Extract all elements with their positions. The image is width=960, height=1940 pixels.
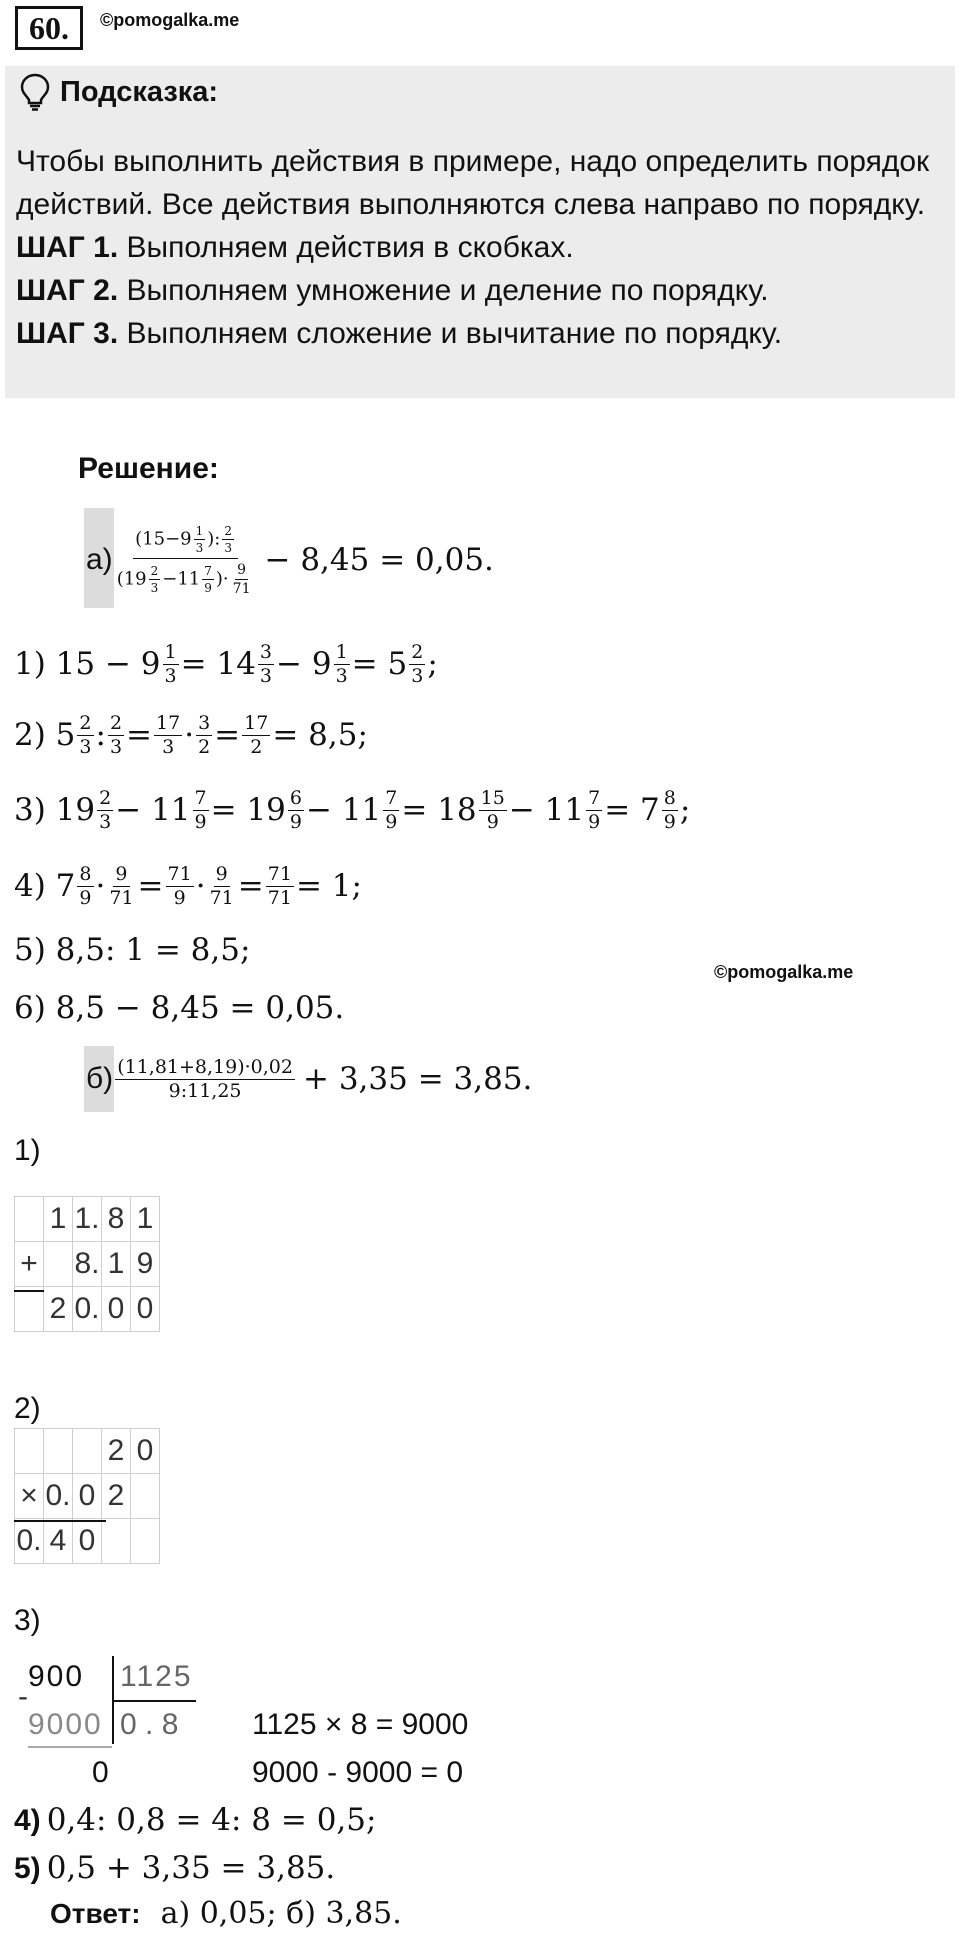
grid-cell: 0 bbox=[73, 1474, 102, 1519]
step-label: ШАГ 1. bbox=[16, 231, 119, 264]
hint-description: Чтобы выполнить действия в примере, надо определить порядок действий. Все действия выполняются слева направо по порядку. bbox=[16, 145, 930, 221]
grid-cell: 9 bbox=[131, 1242, 160, 1287]
grid-cell: 1 bbox=[131, 1197, 160, 1242]
grid-cell: 8 bbox=[102, 1197, 131, 1242]
step-text: Выполняем сложение и вычитание по порядку. bbox=[126, 317, 783, 350]
table-row bbox=[15, 1429, 160, 1474]
division-check-2: 9000 - 9000 = 0 bbox=[252, 1756, 464, 1789]
grid-cell: 2 bbox=[102, 1429, 131, 1474]
step-a-2: 2) 5 2 3 : 2 3 = 17 3 · 3 2 = 17 2 = 8,5; bbox=[14, 711, 368, 758]
subtraction-line bbox=[28, 1746, 112, 1748]
multiply-sign: × bbox=[15, 1474, 44, 1519]
problem-number: 60. bbox=[15, 6, 83, 50]
watermark-top: ©pomogalka.me bbox=[100, 10, 240, 30]
division-subtrahend: 9000 bbox=[28, 1708, 103, 1741]
grid-cell bbox=[102, 1519, 131, 1564]
answer-label: Ответ: bbox=[50, 1898, 141, 1929]
step-b-1-label: 1) bbox=[14, 1134, 41, 1167]
part-b-result: + 3,35 = 3,85. bbox=[302, 1061, 533, 1097]
step-label: ШАГ 3. bbox=[16, 317, 119, 350]
step-label: 1) bbox=[14, 646, 46, 682]
grid-cell: 1 bbox=[44, 1197, 73, 1242]
grid-cell: 0 bbox=[131, 1287, 160, 1332]
step-text: Выполняем умножение и деление по порядку. bbox=[126, 274, 769, 307]
grid-cell bbox=[15, 1197, 44, 1242]
table-row bbox=[15, 1519, 160, 1564]
part-a-fraction: (15−9 $\frac{1}{3}$ ): $\frac{2}{3}$ (19 $\frac{2}{3}$ −11 $\frac{7}{9}$ )· $\frac{9}{71}$ bbox=[116, 523, 251, 597]
step-text: 0,5 + 3,35 = 3,85. bbox=[46, 1850, 336, 1886]
hint-step-2 bbox=[16, 269, 951, 312]
step-b-2-label: 2) bbox=[14, 1392, 41, 1425]
grid-cell: 0 bbox=[73, 1519, 102, 1564]
grid-cell: 0. bbox=[73, 1287, 102, 1332]
grid-cell: 0 bbox=[131, 1429, 160, 1474]
sum-line bbox=[14, 1290, 44, 1292]
grid-cell bbox=[15, 1429, 44, 1474]
plus-sign: + bbox=[15, 1242, 44, 1287]
table-row bbox=[15, 1474, 160, 1519]
table-row bbox=[15, 1242, 160, 1287]
grid-cell: 0. bbox=[15, 1519, 44, 1564]
multiplication-grid bbox=[14, 1428, 160, 1564]
part-b-denominator: 9:11,25 bbox=[168, 1079, 242, 1102]
answer-text: а) 0,05; б) 3,85. bbox=[160, 1896, 402, 1931]
part-a-result: − 8,45 = 0,05. bbox=[264, 542, 494, 578]
grid-cell bbox=[44, 1429, 73, 1474]
table-row bbox=[15, 1197, 160, 1242]
grid-cell: 8. bbox=[73, 1242, 102, 1287]
part-b-label: б) bbox=[86, 1062, 114, 1095]
step-label: 5) bbox=[14, 1852, 41, 1885]
step-label: 4) bbox=[14, 868, 46, 904]
part-b-numerator: (11,81+8,19)·0,02 bbox=[117, 1055, 293, 1078]
division-remainder: 0 bbox=[92, 1756, 109, 1789]
part-b-fraction bbox=[115, 1055, 295, 1102]
step-label: 4) bbox=[14, 1804, 41, 1837]
division-dividend: 900 bbox=[28, 1660, 85, 1693]
hint-title: Подсказка: bbox=[60, 76, 219, 108]
division-check-1: 1125 × 8 = 9000 bbox=[252, 1708, 469, 1741]
addition-grid bbox=[14, 1196, 160, 1332]
grid-cell: 0 bbox=[102, 1287, 131, 1332]
step-label: 3) bbox=[14, 792, 46, 828]
solution-title: Решение: bbox=[78, 452, 219, 485]
step-a-6: 6) 8,5 − 8,45 = 0,05. bbox=[14, 990, 345, 1026]
part-b-expression bbox=[86, 1046, 532, 1112]
step-label: 2) bbox=[14, 717, 46, 753]
answer bbox=[50, 1896, 402, 1931]
step-a-4: 4) 7 8 9 · 9 71 = 71 9 · 9 71 = 71 71 = 1; bbox=[14, 862, 362, 909]
grid-cell bbox=[44, 1242, 73, 1287]
grid-cell bbox=[15, 1287, 44, 1332]
step-a-1: 1) 15 − 9 1 3 = 14 3 3 − 9 1 3 = 5 2 3 ; bbox=[14, 640, 438, 687]
grid-cell: 2 bbox=[102, 1474, 131, 1519]
grid-cell: 0. bbox=[44, 1474, 73, 1519]
grid-cell bbox=[73, 1429, 102, 1474]
step-b-4 bbox=[14, 1802, 376, 1838]
multiplication-table bbox=[14, 1428, 160, 1564]
step-label: ШАГ 2. bbox=[16, 274, 119, 307]
hint-step-1 bbox=[16, 226, 951, 269]
grid-cell: 1 bbox=[102, 1242, 131, 1287]
step-b-3-label: 3) bbox=[14, 1604, 41, 1637]
step-text: Выполняем действия в скобках. bbox=[126, 231, 574, 264]
hint-step-3 bbox=[16, 312, 951, 355]
step-a-5: 5) 8,5: 1 = 8,5; bbox=[14, 932, 251, 968]
step-text: 0,4: 0,8 = 4: 8 = 0,5; bbox=[46, 1802, 377, 1838]
step-a-3: 3) 19 2 3 − 11 7 9 = 19 6 9 − 11 7 9 = 18 15 9 − 11 7 9 = 7 8 9 ; bbox=[14, 786, 691, 833]
grid-cell: 2 bbox=[44, 1287, 73, 1332]
minus-sign: - bbox=[18, 1680, 28, 1713]
step-b-5 bbox=[14, 1850, 335, 1886]
product-line bbox=[14, 1520, 106, 1522]
part-a-expression bbox=[86, 512, 494, 608]
hint-body bbox=[16, 140, 951, 355]
division-bracket-horizontal bbox=[112, 1700, 196, 1702]
grid-cell bbox=[131, 1474, 160, 1519]
watermark-middle: ©pomogalka.me bbox=[714, 962, 854, 982]
addition-table bbox=[14, 1196, 160, 1332]
division-quotient: 0 . 8 bbox=[120, 1708, 179, 1741]
part-a-label: а) bbox=[86, 543, 113, 576]
division-divisor: 1125 bbox=[120, 1660, 193, 1693]
lightbulb-icon bbox=[18, 72, 52, 112]
grid-cell: 4 bbox=[44, 1519, 73, 1564]
grid-cell bbox=[131, 1519, 160, 1564]
table-row bbox=[15, 1287, 160, 1332]
grid-cell: 1. bbox=[73, 1197, 102, 1242]
